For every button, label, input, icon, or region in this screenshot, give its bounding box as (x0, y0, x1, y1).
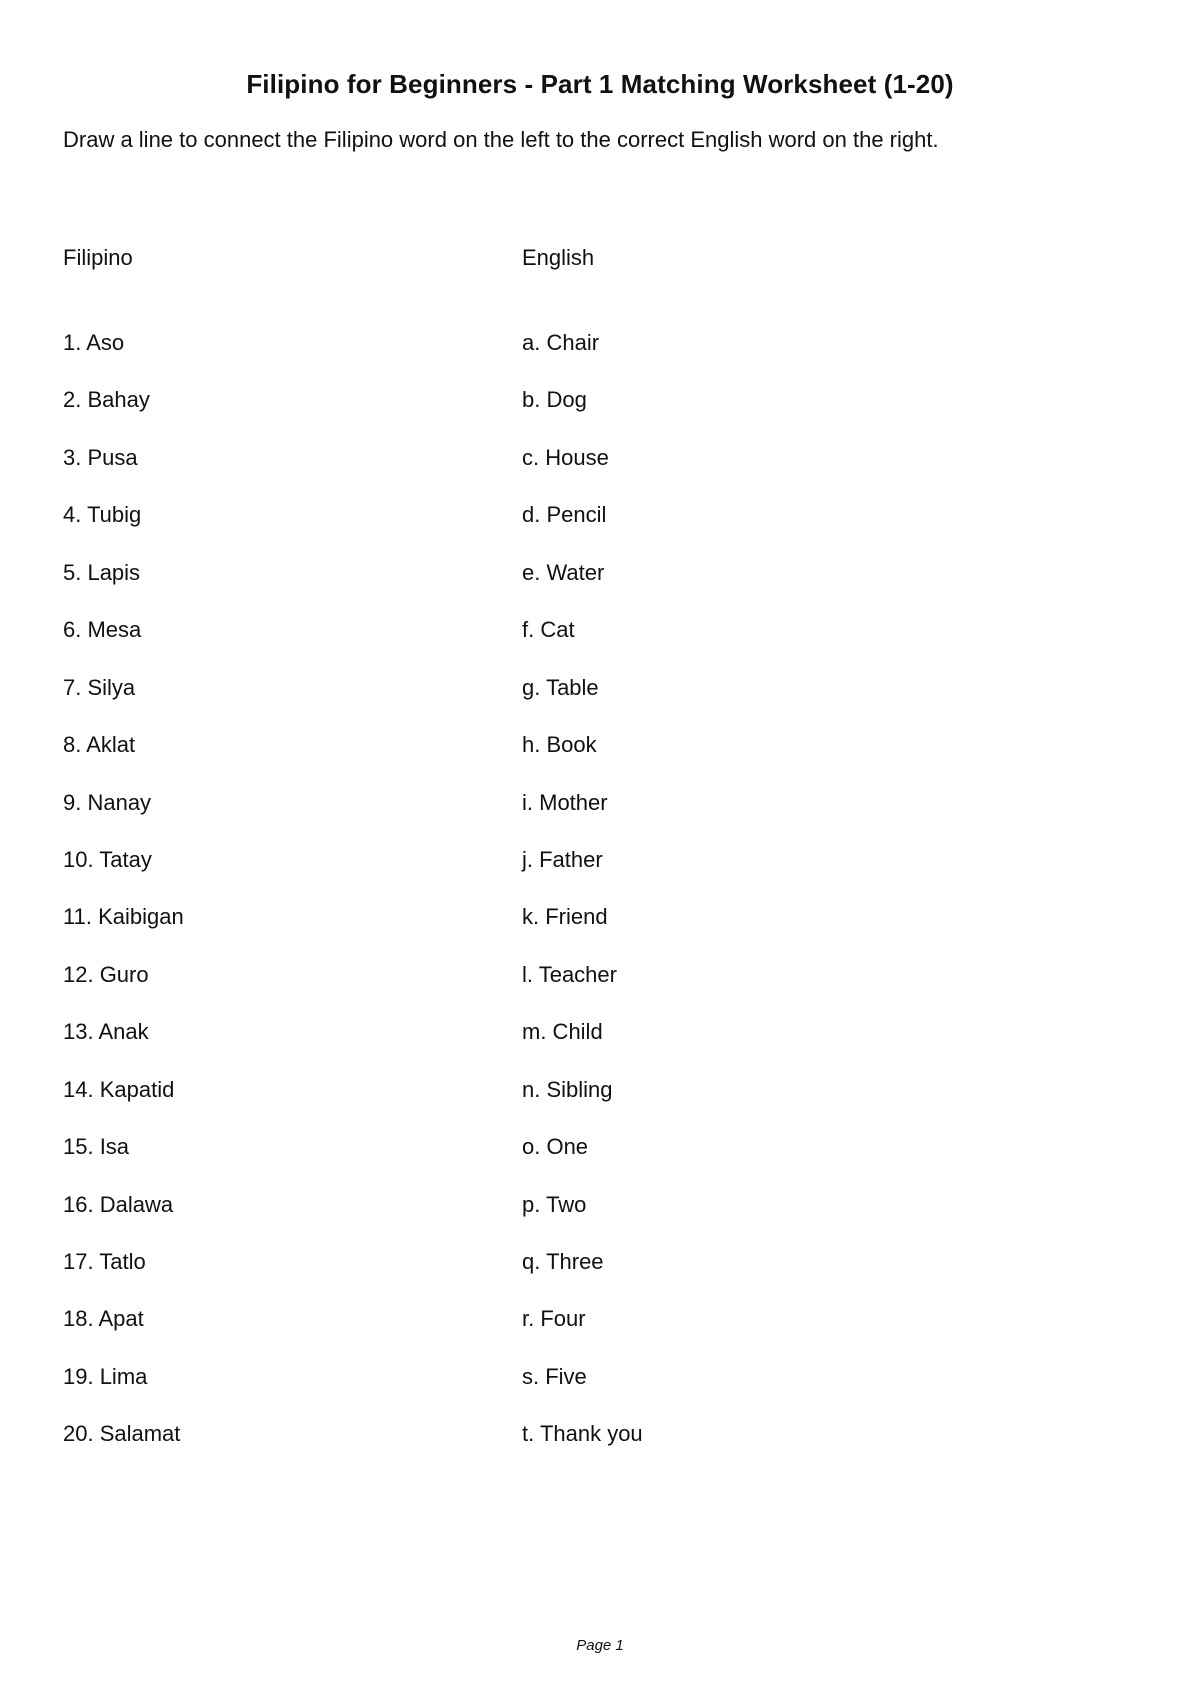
english-word: a. Chair (522, 330, 600, 355)
filipino-word: 15. Isa (63, 1134, 130, 1160)
filipino-word: 1. Aso (63, 330, 125, 355)
english-word: n. Sibling (522, 1076, 613, 1102)
english-word: t. Thank you (522, 1421, 643, 1447)
filipino-word: 6. Mesa (63, 617, 142, 643)
filipino-word: 11. Kaibigan (63, 904, 184, 930)
english-word: j. Father (522, 846, 603, 872)
english-word: k. Friend (522, 904, 608, 930)
english-word: b. Dog (522, 387, 587, 413)
filipino-word: 5. Lapis (63, 559, 141, 585)
english-word: h. Book (522, 732, 597, 758)
english-word: g. Table (522, 674, 599, 700)
english-word: p. Two (522, 1191, 587, 1217)
english-word: f. Cat (522, 617, 575, 643)
english-column-header: English (522, 245, 595, 270)
english-word: o. One (522, 1134, 589, 1160)
filipino-word: 14. Kapatid (63, 1076, 175, 1102)
filipino-word: 17. Tatlo (63, 1249, 146, 1274)
filipino-word: 16. Dalawa (63, 1191, 174, 1217)
english-word: d. Pencil (522, 502, 607, 528)
filipino-word: 18. Apat (63, 1306, 144, 1332)
instructions: Draw a line to connect the Filipino word on the left to the correct English word on the right. (63, 127, 939, 152)
filipino-word: 7. Silya (63, 674, 136, 700)
filipino-word: 2. Bahay (63, 387, 150, 413)
filipino-column-header: Filipino (63, 245, 133, 270)
english-word: m. Child (522, 1019, 603, 1045)
english-word: l. Teacher (522, 961, 617, 987)
filipino-word: 10. Tatay (63, 846, 152, 872)
english-word: e. Water (522, 559, 605, 585)
filipino-word: 13. Anak (63, 1019, 149, 1045)
filipino-word: 8. Aklat (63, 732, 136, 758)
filipino-word: 3. Pusa (63, 444, 138, 470)
page-number: Page 1 (576, 1637, 624, 1654)
english-word: c. House (522, 444, 609, 470)
english-word: i. Mother (522, 789, 608, 815)
english-word: r. Four (522, 1306, 586, 1332)
english-word: s. Five (522, 1363, 587, 1389)
english-word-list (522, 329, 643, 1478)
english-word: q. Three (522, 1249, 604, 1274)
filipino-word-list (63, 329, 184, 1478)
filipino-word: 12. Guro (63, 961, 149, 987)
page-title: Filipino for Beginners - Part 1 Matching Worksheet (1-20) (246, 69, 954, 99)
filipino-word: 19. Lima (63, 1363, 148, 1389)
filipino-word: 4. Tubig (63, 502, 142, 528)
filipino-word: 20. Salamat (63, 1421, 181, 1447)
filipino-word: 9. Nanay (63, 789, 152, 815)
